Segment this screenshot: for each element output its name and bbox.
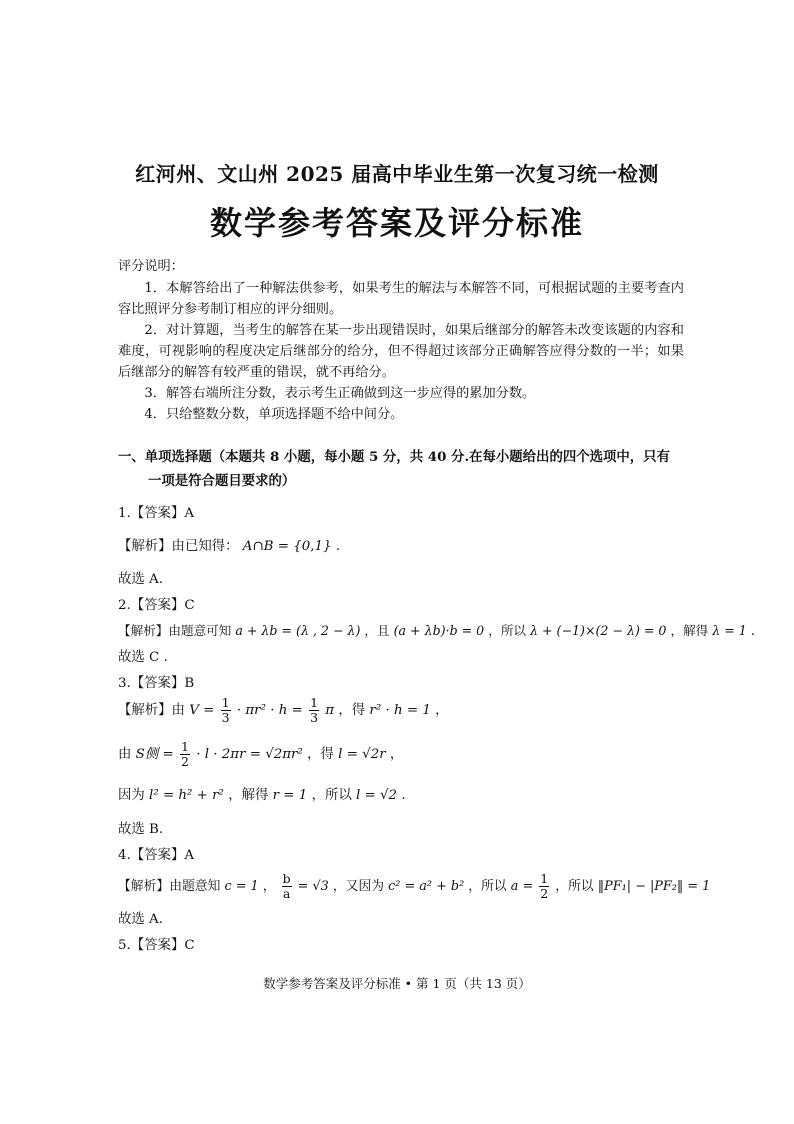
q4-explanation [118, 872, 710, 901]
q3-fraction-one-third-a [221, 696, 231, 725]
q4-explanation-prefix: 【解析】由题意知 [118, 879, 221, 894]
q1-explanation-suffix: . [335, 539, 341, 554]
section-heading-line2: 一项是符合题目要求的） [148, 473, 296, 489]
q4-separator: ， [262, 879, 276, 894]
q4-text-1: ，又因为 [332, 879, 385, 894]
q2-formula-4: λ = 1 [712, 623, 747, 638]
q3-text-1: ，得 [338, 703, 366, 718]
q4-conclusion: 故选 A. [118, 912, 163, 927]
q2-formula-3: λ + (−1)×(2 − λ) = 0 [530, 623, 667, 638]
q2-formula-1: a + λb = (λ , 2 − λ) [235, 623, 361, 638]
q3-line2-formula-2: · l · 2πr = √2πr² [196, 747, 303, 762]
q1-explanation-prefix: 【解析】由已知得： [118, 539, 239, 554]
q3-fraction-one-third-b [309, 696, 319, 725]
q4-formula-1: c = 1 [224, 879, 259, 894]
q3-explanation-line1 [118, 696, 449, 725]
q2-text-1: ，且 [364, 623, 390, 638]
q3-line3-formula-2: r = 1 [272, 788, 308, 803]
fraction-denominator: a [282, 886, 291, 901]
scoring-note-4: 4．只给整数分数，单项选择题不给中间分。 [144, 407, 404, 422]
scoring-note-1: 1．本解答给出了一种解法供参考，如果考生的解法与本解答不同，可根据试题的主要考查内容比照评分参考制订相应的评分细则。 [118, 281, 684, 317]
q2-answer: 2.【答案】C [118, 598, 195, 613]
q4-answer: 4.【答案】A [118, 848, 195, 863]
q2-explanation-suffix: . [750, 623, 755, 638]
q2-text-3: ，解得 [670, 623, 709, 638]
q4-formula-5: ‖PF₁| − |PF₂‖ = 1 [597, 879, 711, 894]
q3-line3-text-2: ，所以 [311, 788, 352, 803]
q4-fraction-one-half [539, 872, 549, 901]
scoring-note-2: 2．对计算题，当考生的解答在某一步出现错误时，如果后继部分的解答未改变该题的内容和难度，可视影响的程度决定后继部分的给分，但不得超过该部分正确解答应得分数的一半；如果后继部分的解答有较严重的错误，就不再给分。 [118, 323, 684, 380]
q3-formula-1b: · πr² · h = [236, 703, 303, 718]
q3-line2-formula-1: S侧 = [135, 747, 174, 762]
q3-explanation-prefix: 【解析】由 [118, 703, 185, 718]
scoring-notes-heading: 评分说明： [118, 259, 184, 274]
q1-conclusion: 故选 A. [118, 572, 163, 587]
q4-fraction-b-over-a [282, 872, 292, 901]
q2-explanation-prefix: 【解析】由题意可知 [118, 623, 232, 638]
q3-answer: 3.【答案】B [118, 676, 195, 691]
q1-answer: 1.【答案】A [118, 506, 195, 521]
section-heading-line1: 一、单项选择题（本题共 8 小题，每小题 5 分，共 40 分.在每小题给出的四个选项中，只有 [118, 449, 670, 465]
q3-line3-prefix: 因为 [118, 788, 145, 803]
q3-formula-1a: V = [189, 703, 215, 718]
q4-text-3: ，所以 [555, 879, 594, 894]
q2-explanation [118, 620, 755, 639]
fraction-denominator: 2 [540, 886, 549, 901]
q3-fraction-one-half [180, 740, 190, 769]
q4-text-2: ，所以 [468, 879, 507, 894]
q3-formula-2: r² · h = 1 [369, 703, 431, 718]
q3-line3-formula-1: l² = h² + r² [149, 788, 224, 803]
exam-title: 红河州、文山州 2025 届高中毕业生第一次复习统一检测 [135, 162, 659, 186]
q4-formula-3: c² = a² + b² [388, 879, 465, 894]
q3-conclusion: 故选 B. [118, 822, 164, 837]
q2-formula-2: (a + λb)·b = 0 [393, 623, 485, 638]
q3-line2-prefix: 由 [118, 747, 132, 762]
q3-explanation-line3 [118, 784, 406, 803]
document-subtitle: 数学参考答案及评分标准 [209, 204, 584, 242]
fraction-denominator: 3 [310, 710, 319, 725]
fraction-denominator: 2 [180, 754, 189, 769]
q1-formula: A∩B = {0,1} [242, 539, 332, 554]
q3-text-suffix: ， [435, 703, 449, 718]
q2-text-2: ，所以 [488, 623, 526, 638]
fraction-numerator: 1 [310, 695, 319, 710]
q3-line2-suffix: ， [389, 747, 404, 762]
fraction-denominator: 3 [221, 710, 230, 725]
page-footer: 数学参考答案及评分标准 • 第 1 页（共 13 页） [263, 976, 531, 991]
q3-line3-formula-3: l = √2 [356, 788, 398, 803]
q3-explanation-line2 [118, 740, 403, 769]
q4-formula-2: = √3 [297, 879, 329, 894]
q1-explanation [118, 535, 340, 554]
fraction-numerator: 1 [180, 739, 189, 754]
fraction-numerator: 1 [540, 871, 549, 886]
fraction-numerator: 1 [221, 695, 230, 710]
q3-line2-text: ，得 [307, 747, 334, 762]
q4-formula-4: a = [510, 879, 534, 894]
scoring-notes [118, 256, 684, 425]
fraction-numerator: b [282, 871, 291, 886]
scoring-note-3: 3．解答右端所注分数，表示考生正确做到这一步应得的累加分数。 [144, 386, 536, 401]
q3-line3-text-1: ，解得 [228, 788, 269, 803]
q5-answer: 5.【答案】C [118, 938, 195, 953]
q3-line3-suffix: . [401, 788, 406, 803]
q3-line2-formula-3: l = √2r [338, 747, 386, 762]
q3-formula-1c: π [325, 703, 335, 718]
q2-conclusion: 故选 C . [118, 650, 168, 665]
